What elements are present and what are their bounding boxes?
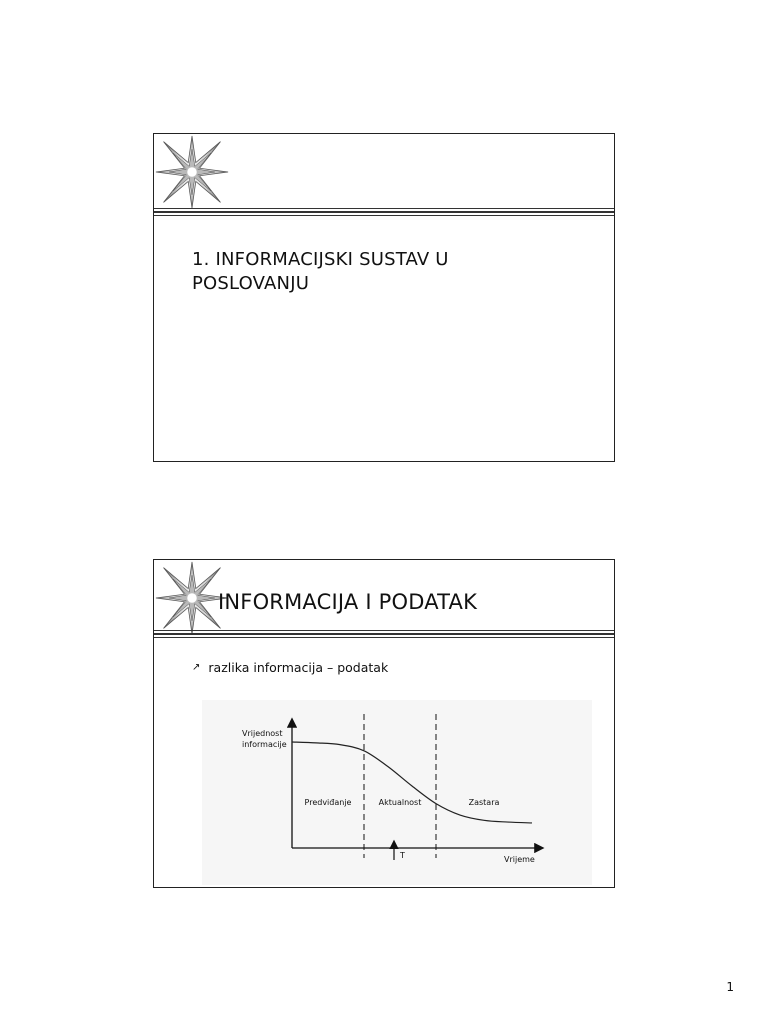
region-label-2: Aktualnost	[378, 798, 422, 807]
bullet-text: razlika informacija – podatak	[208, 660, 389, 675]
starburst-icon	[154, 134, 230, 210]
header-rule	[154, 630, 614, 640]
arrow-up-right-icon: ↗	[192, 662, 201, 673]
chart-svg	[202, 700, 592, 885]
region-label-1: Predviđanje	[304, 798, 352, 807]
slide-1	[153, 133, 615, 462]
x-axis-label: Vrijeme	[504, 855, 535, 864]
value-curve	[292, 742, 532, 823]
slide-title: INFORMACIJA I PODATAK	[218, 590, 478, 614]
header-rule	[154, 208, 614, 218]
time-marker-label: T	[400, 851, 405, 860]
bullet-item	[192, 660, 388, 675]
information-value-chart	[202, 700, 592, 885]
slide-title: 1. INFORMACIJSKI SUSTAV U POSLOVANJU	[192, 249, 449, 294]
y-axis-label-line-1: Vrijednost	[242, 729, 283, 738]
region-label-3: Zastara	[468, 798, 500, 807]
slide-2	[153, 559, 615, 888]
y-axis-label-line-2: informacije	[242, 740, 287, 749]
page-number: 1	[726, 980, 734, 994]
